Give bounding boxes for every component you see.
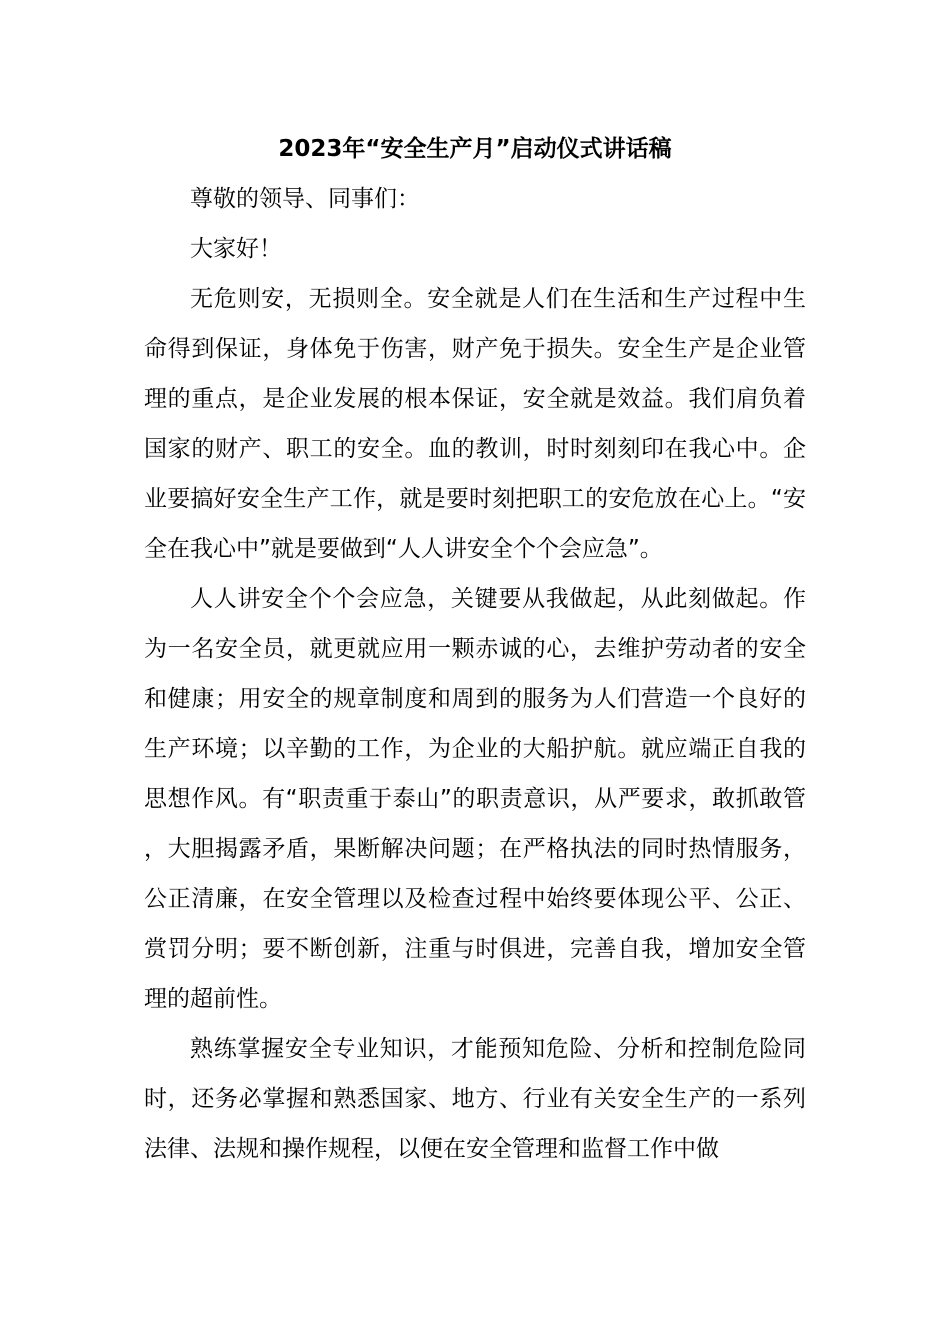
body-paragraph: 无危则安，无损则全。安全就是人们在生活和生产过程中生命得到保证，身体免于伤害，财产免于损失。安全生产是企业管理的重点，是企业发展的根本保证，安全就是效益。我们肩负着国家的财产、职工的安全。血的教训，时时刻刻印在我心中。企业要搞好安全生产工作，就是要时刻把职工的安危放在心上。“安全在我心中”就是要做到“人人讲安全个个会应急”。: [144, 286, 806, 562]
body-paragraph: 人人讲安全个个会应急，关键要从我做起，从此刻做起。作为一名安全员，就更就应用一颗赤诚的心，去维护劳动者的安全和健康；用安全的规章制度和周到的服务为人们营造一个良好的生产环境；以辛勤的工作，为企业的大船护航。就应端正自我的思想作风。有“职责重于泰山”的职责意识，从严要求，敢抓敢管，大胆揭露矛盾，果断解决问题；在严格执法的同时热情服务，公正清廉，在安全管理以及检查过程中始终要体现公平、公正、赏罚分明；要不断创新，注重与时俱进，完善自我，增加安全管理的超前性。: [144, 586, 806, 1012]
document-body: [144, 124, 806, 1174]
body-paragraph: 熟练掌握安全专业知识，才能预知危险、分析和控制危险同时，还务必掌握和熟悉国家、地方、行业有关安全生产的一系列法律、法规和操作规程，以便在安全管理和监督工作中做: [144, 1036, 806, 1162]
greeting: 大家好！: [190, 236, 282, 262]
document-title: 2023年“安全生产月”启动仪式讲话稿: [278, 136, 672, 162]
salutation: 尊敬的领导、同事们：: [190, 186, 420, 212]
